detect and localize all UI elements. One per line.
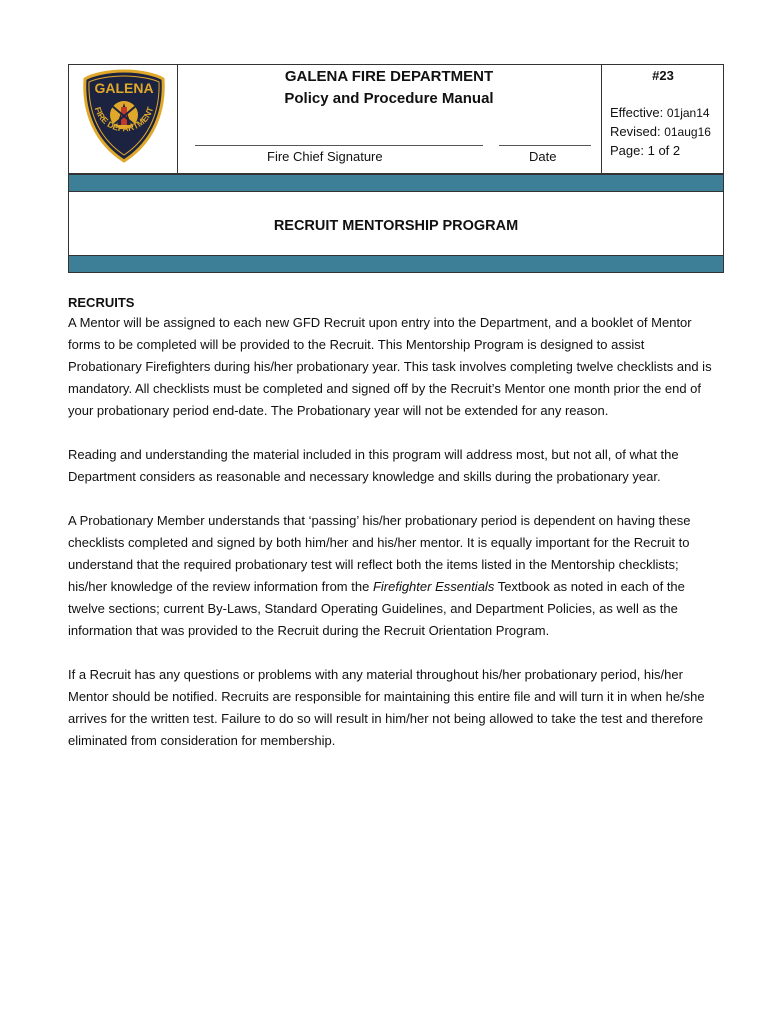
title-divider-bar (68, 255, 724, 273)
paragraph-4: If a Recruit has any questions or problems with any material throughout his/her probationary period, his/her Mentor should be notified. Recruits are responsible for maintaining this entire file and will turn it in when he/she arrives for the written test. Failure to do so will result in him/her not being allowed to take the test and therefore eliminated from consideration for membership. (68, 667, 705, 748)
date-line (499, 145, 591, 146)
date-label: Date (529, 149, 557, 164)
page-label: Page: (610, 143, 644, 158)
chief-signature-line (195, 145, 483, 146)
textbook-title: Firefighter Essentials (372, 579, 495, 594)
effective-value: 01jan14 (666, 106, 710, 120)
program-title: RECRUIT MENTORSHIP PROGRAM (273, 218, 519, 234)
paragraph-2: Reading and understanding the material included in this program will address most, but not all, of what the Department considers as reasonable and necessary knowledge and skills during the probationary year. (68, 447, 679, 484)
logo-cell (69, 65, 178, 173)
logo-ring-text: FIRE DEPARTMENT (92, 105, 156, 134)
header-title-cell (177, 65, 601, 173)
logo-top-text: GALENA (94, 80, 154, 96)
policy-body (68, 294, 718, 774)
paragraph-3 (68, 510, 718, 642)
manual-title: Policy and Procedure Manual (284, 90, 494, 107)
header-divider-bar (68, 174, 724, 192)
effective-label: Effective: (610, 105, 664, 120)
page-value: 1 of 2 (647, 143, 681, 158)
revised-label: Revised: (610, 124, 661, 139)
galena-fire-department-logo (81, 69, 167, 163)
revised-line (610, 124, 711, 139)
page-line (610, 143, 680, 158)
department-title: GALENA FIRE DEPARTMENT (284, 68, 494, 85)
revised-value: 01aug16 (664, 125, 711, 139)
effective-line (610, 105, 710, 120)
program-title-box (68, 192, 724, 256)
chief-signature-label: Fire Chief Signature (267, 149, 383, 164)
paragraph-3-text-a: A Probationary Member understands that ‘passing’ his/her probationary period is dependent on having these checklists completed and signed by both him/her and his/her mentor. It is equally important for the Recruit to understand that the required probationary test will reflect both the items listed in the Mentorship checklists; his/her knowledge of the review information from the (68, 513, 691, 594)
section-heading: RECRUITS (68, 295, 135, 310)
paragraph-3-text-b: Textbook as noted in each of the twelve sections; current By-Laws, Standard Operating Guidelines, and Department Policies, as well as the information that was provided to the Recruit during the Recruit Orientation Program. (68, 579, 685, 638)
header-table (68, 64, 724, 174)
policy-number: #23 (652, 68, 674, 83)
paragraph-1: A Mentor will be assigned to each new GFD Recruit upon entry into the Department, and a booklet of Mentor forms to be completed will be provided to the Recruit. This Mentorship Program is designed to assist Probationary Firefighters during his/her probationary year. This task involves completing twelve checklists and is mandatory. All checklists must be completed and signed off by the Recruit’s Mentor one month prior the end of your probationary period end-date. The Probationary year will not be extended for any reason. (68, 315, 712, 418)
policy-info-cell (601, 65, 724, 173)
